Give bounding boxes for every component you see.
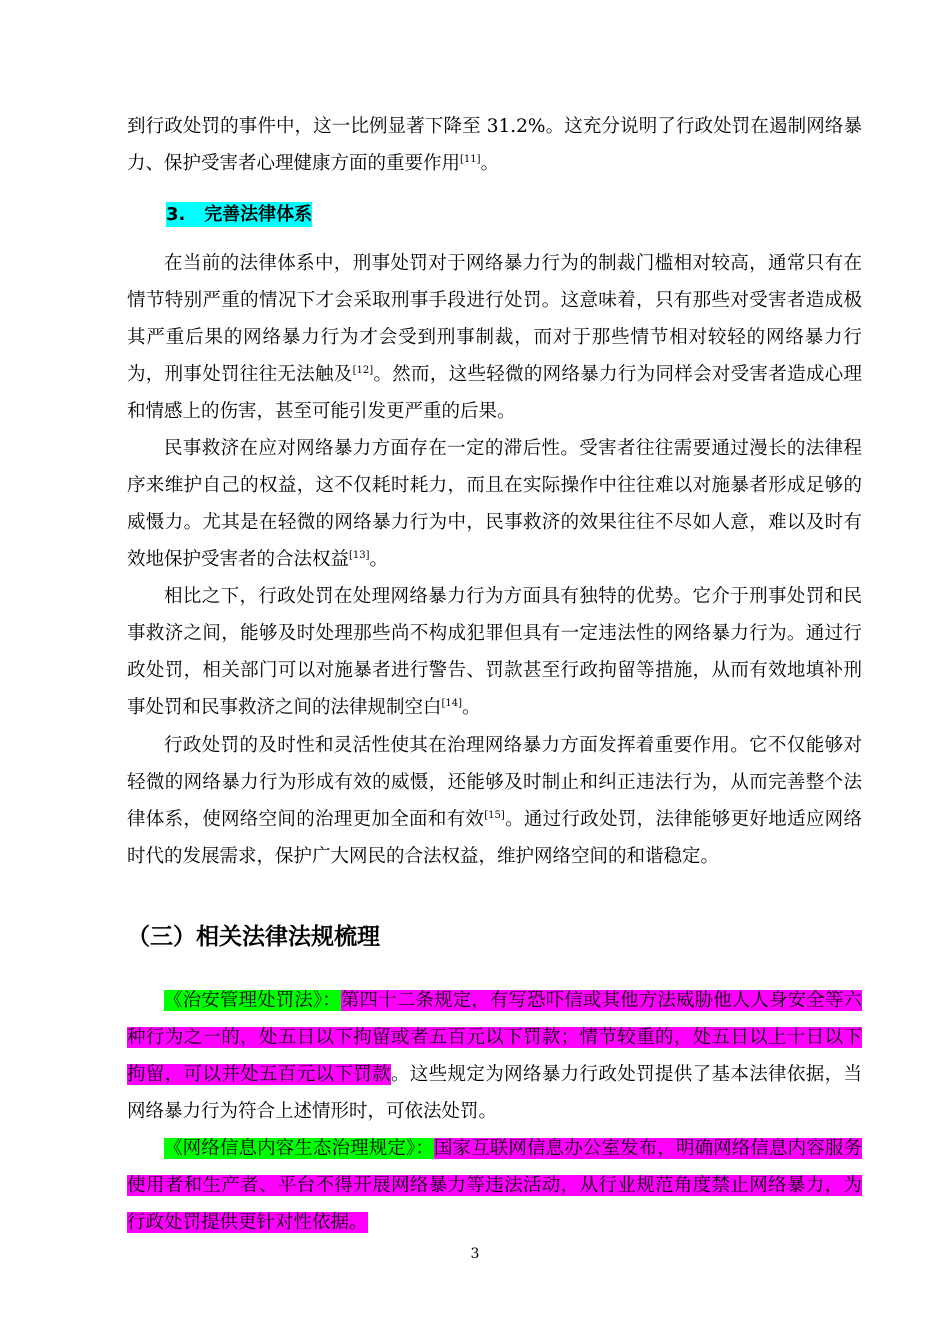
- paragraph-text: 到行政处罚的事件中，这一比例显著下降至 31.2%。这充分说明了行政处罚在遏制网络暴力、保护受害者心理健康方面的重要作用: [127, 116, 862, 174]
- section-heading-2: （三）相关法律法规梳理: [127, 924, 380, 950]
- paragraph-text: 相比之下，行政处罚在处理网络暴力行为方面具有独特的优势。它介于刑事处罚和民事救济之间，能够及时处理那些尚不构成犯罪但具有一定违法性的网络暴力行为。通过行政处罚，相关部门可以对施暴者进行警告、罚款甚至行政拘留等措施，从而有效地填补刑事处罚和民事救济之间的法律规制空白: [127, 586, 862, 718]
- page-number: 3: [470, 1246, 480, 1262]
- citation-ref: [11]: [460, 154, 481, 165]
- paragraph-text-end: 。通过行政处罚，法律能够更好地适应网络时代的发展需求，保护广大网民的合法权益，维护网络空间的和谐稳定。: [127, 809, 862, 867]
- provision-highlight: 国家互联网信息办公室发布，明确网络信息内容服务使用者和生产者、平台不得开展网络暴力等违法活动，从行业规范角度禁止网络暴力，为行政处罚提供更针对性依据。: [127, 1138, 862, 1233]
- paragraph-text-end: 。: [462, 697, 481, 718]
- paragraph-text: 在当前的法律体系中，刑事处罚对于网络暴力行为的制裁门槛相对较高，通常只有在情节特别严重的情况下才会采取刑事手段进行处罚。这意味着，只有那些对受害者造成极其严重后果的网络暴力行为才会受到刑事制裁，而对于那些情节相对较轻的网络暴力行为，刑事处罚往往无法触及: [127, 253, 862, 385]
- citation-ref: [15]: [484, 810, 505, 821]
- paragraph-admin-timeliness: [127, 727, 862, 875]
- paragraph-network-content-regulation: [127, 1130, 862, 1241]
- paragraph-text: 行政处罚的及时性和灵活性使其在治理网络暴力方面发挥着重要作用。它不仅能够对轻微的网络暴力行为形成有效的威慑，还能够及时制止和纠正违法行为，从而完善整个法律体系，使网络空间的治理更加全面和有效: [127, 735, 862, 830]
- citation-ref: [13]: [349, 550, 370, 561]
- paragraph-text-end: 。然而，这些轻微的网络暴力行为同样会对受害者造成心理和情感上的伤害，甚至可能引发更严重的后果。: [127, 364, 862, 422]
- paragraph-admin-advantage: [127, 578, 862, 726]
- paragraph-text-end: 。: [369, 549, 389, 570]
- citation-ref: [12]: [352, 365, 374, 376]
- provision-highlight: 第四十二条规定，有写恐吓信或其他方法威胁他人人身安全等六种行为之一的，处五日以下拘留或者五百元以下罚款；情节较重的，处五日以上十日以下拘留，可以并处五百元以下罚款: [127, 990, 862, 1085]
- law-name-highlight: 《网络信息内容生态治理规定》：: [164, 1138, 434, 1159]
- section-heading-3: [166, 198, 312, 232]
- heading-highlight: [166, 202, 312, 227]
- paragraph-civil-remedy: [127, 430, 862, 578]
- paragraph-text-end: 。这些规定为网络暴力行政处罚提供了基本法律依据，当网络暴力行为符合上述情形时，可依法处罚。: [127, 1064, 862, 1122]
- heading-title: 完善法律体系: [204, 204, 313, 225]
- paragraph-text: 民事救济在应对网络暴力方面存在一定的滞后性。受害者往往需要通过漫长的法律程序来维护自己的权益，这不仅耗时耗力，而且在实际操作中往往难以对施暴者形成足够的威慑力。尤其是在轻微的网络暴力行为中，民事救济的效果往往不尽如人意，难以及时有效地保护受害者的合法权益: [127, 438, 862, 570]
- paragraph-criminal-penalty: [127, 245, 862, 430]
- citation-ref: [14]: [441, 698, 463, 709]
- paragraph-public-security-law: [127, 982, 862, 1130]
- heading-number: 3.: [166, 204, 186, 225]
- law-name-highlight: 《治安管理处罚法》：: [164, 990, 341, 1011]
- paragraph-admin-penalty-effect: [127, 108, 862, 182]
- paragraph-text-end: 。: [480, 153, 500, 174]
